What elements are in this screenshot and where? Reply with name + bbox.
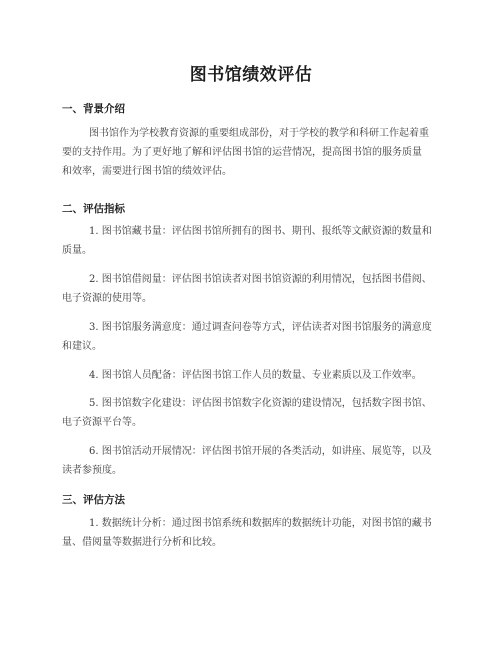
- indicator-item-3: [62, 318, 442, 356]
- paragraph-line: 图书馆作为学校教育资源的重要组成部份，对于学校的教学和科研工作起着重: [89, 128, 429, 139]
- page-title: 图书馆绩效评估: [189, 65, 313, 85]
- indicator-item-1: [62, 222, 442, 260]
- paragraph-background: [62, 124, 442, 181]
- paragraph-line: 4. 图书馆人员配备：评估图书馆工作人员的数量、专业素质以及工作效率。: [89, 370, 422, 381]
- section-heading-methods: 三、评估方法: [62, 494, 125, 506]
- paragraph-line: 2. 图书馆借阅量：评估图书馆读者对图书馆资源的利用情况，包括图书借阅、: [89, 274, 432, 285]
- indicator-item-6: [62, 442, 442, 480]
- paragraph-line: 3. 图书馆服务满意度：通过调查问卷等方式，评估读者对图书馆服务的满意度: [89, 322, 432, 333]
- paragraph-line: 和建议。: [62, 341, 102, 352]
- indicator-item-5: [62, 394, 442, 432]
- paragraph-line: 1. 图书馆藏书量：评估图书馆所拥有的图书、期刊、报纸等文献资源的数量和: [89, 226, 432, 237]
- paragraph-line: 6. 图书馆活动开展情况：评估图书馆开展的各类活动，如讲座、展览等，以及: [89, 446, 432, 457]
- paragraph-line: 量、借阅量等数据进行分析和比较。: [62, 537, 222, 548]
- paragraph-line: 1. 数据统计分析：通过图书馆系统和数据库的数据统计功能，对图书馆的藏书: [89, 518, 432, 529]
- paragraph-line: 电子资源平台等。: [62, 417, 142, 428]
- paragraph-line: 和效率，需要进行图书馆的绩效评估。: [62, 166, 232, 177]
- section-heading-indicators: 二、评估指标: [62, 203, 125, 215]
- indicator-item-2: [62, 270, 442, 308]
- paragraph-line: 电子资源的使用等。: [62, 293, 152, 304]
- paragraph-line: 质量。: [62, 245, 92, 256]
- section-heading-background: 一、背景介绍: [62, 103, 125, 115]
- method-item-1: [62, 514, 442, 552]
- paragraph-line: 要的支持作用。为了更好地了解和评估图书馆的运营情况，提高图书馆的服务质量: [62, 147, 422, 158]
- paragraph-line: 5. 图书馆数字化建设：评估图书馆数字化资源的建设情况，包括数字图书馆、: [89, 398, 432, 409]
- indicator-item-4: [62, 366, 442, 385]
- paragraph-line: 读者参预度。: [62, 465, 122, 476]
